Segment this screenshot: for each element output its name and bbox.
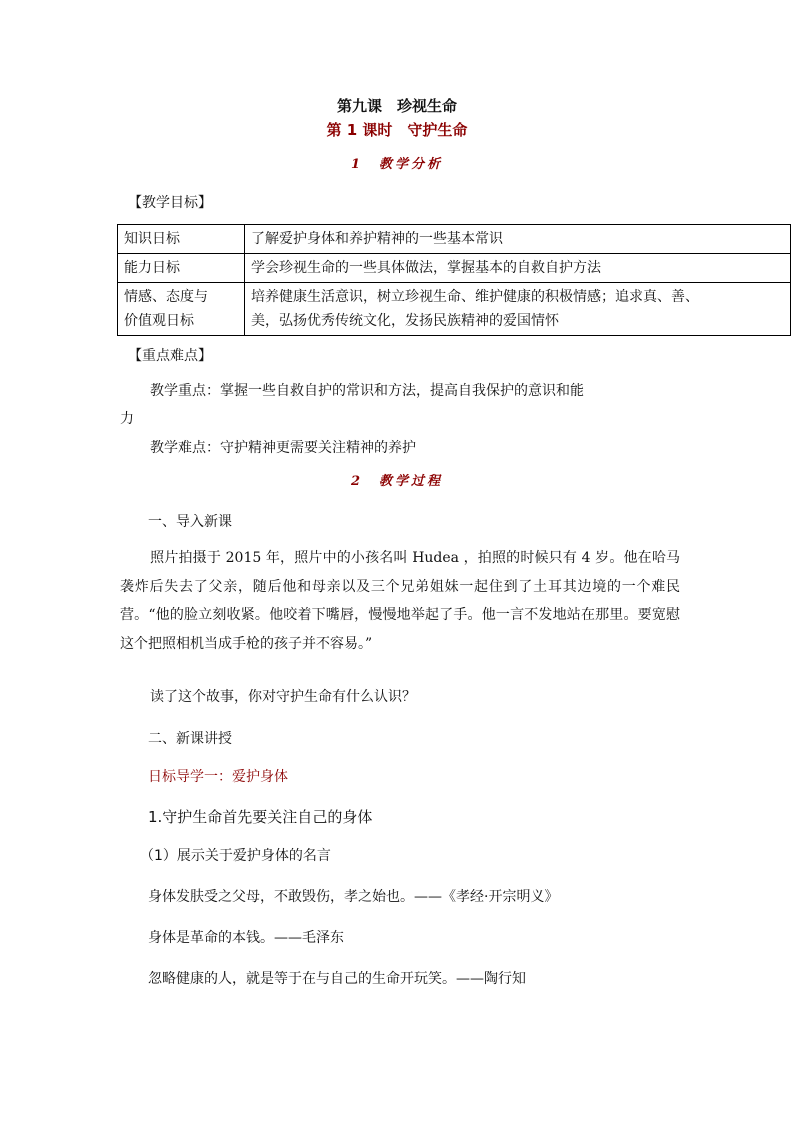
key-point-text-cont: 力 [120, 411, 134, 427]
part2-heading: 二、新课讲授 [148, 731, 232, 747]
objective-value: 了解爱护身体和养护精神的一些基本常识 [245, 225, 791, 254]
sub1: （1）展示关于爱护身体的名言 [140, 848, 331, 864]
objectives-heading: 【教学目标】 [128, 195, 212, 211]
quote-3: 忽略健康的人，就是等于在与自己的生命开玩笑。——陶行知 [148, 971, 526, 987]
story-paragraph [120, 544, 680, 658]
objective-value [245, 283, 791, 336]
objectives-table [117, 224, 791, 336]
table-row [118, 254, 791, 283]
objective-value-line: 美，弘扬优秀传统文化，发扬民族精神的爱国情怀 [251, 313, 559, 329]
objective-value-line: 培养健康生活意识，树立珍视生命、维护健康的积极情感；追求真、善、 [251, 289, 699, 305]
quote-1: 身体发肤受之父母，不敢毁伤，孝之始也。——《孝经·开宗明义》 [148, 889, 559, 905]
table-row [118, 225, 791, 254]
objective-key: 知识日标 [118, 225, 245, 254]
objective-value: 学会珍视生命的一些具体做法，掌握基本的自救自护方法 [245, 254, 791, 283]
section-heading-analysis: 1 教学分析 [350, 157, 444, 172]
point1: 1.守护生命首先要关注自己的身体 [148, 808, 373, 826]
difficulty-text: 教学难点：守护精神更需要关注精神的养护 [150, 440, 416, 456]
goal1-prefix: 日标导学一： [148, 769, 232, 785]
part1-heading: 一、导入新课 [148, 514, 232, 530]
story-text: 照片拍摄于 2015 年，照片中的小孩名叫 Hudea ，拍照的时候只有 4 岁。他在哈马袭炸后失去了父亲，随后他和母亲以及三个兄弟姐妹一起住到了土耳其边境的一个难民营。“他的脸立刻收紧。他咬着下嘴唇，慢慢地举起了手。他一言不发地站在那里。要宽慰这个把照相机当成手枪的孩子并不容易。” [120, 550, 680, 652]
key-point-text: 教学重点：掌握一些自救自护的常识和方法，提高自我保护的意识和能 [150, 383, 584, 399]
section-heading-process: 2 教学过程 [350, 474, 444, 489]
goal1-heading [148, 763, 288, 791]
objective-key [118, 283, 245, 336]
objective-key-line: 情感、态度与 [124, 289, 208, 305]
objective-key-line: 价值观日标 [124, 313, 194, 329]
quote-2: 身体是革命的本钱。——毛泽东 [148, 930, 344, 946]
period-title: 第 1 课时 守护生命 [326, 121, 468, 139]
objective-key: 能力日标 [118, 254, 245, 283]
goal1-title: 爱护身体 [232, 769, 288, 785]
table-row [118, 283, 791, 336]
question-text: 读了这个故事，你对守护生命有什么认识？ [150, 689, 416, 705]
key-points-heading: 【重点难点】 [128, 348, 212, 364]
lesson-title: 第九课 珍视生命 [336, 97, 457, 115]
